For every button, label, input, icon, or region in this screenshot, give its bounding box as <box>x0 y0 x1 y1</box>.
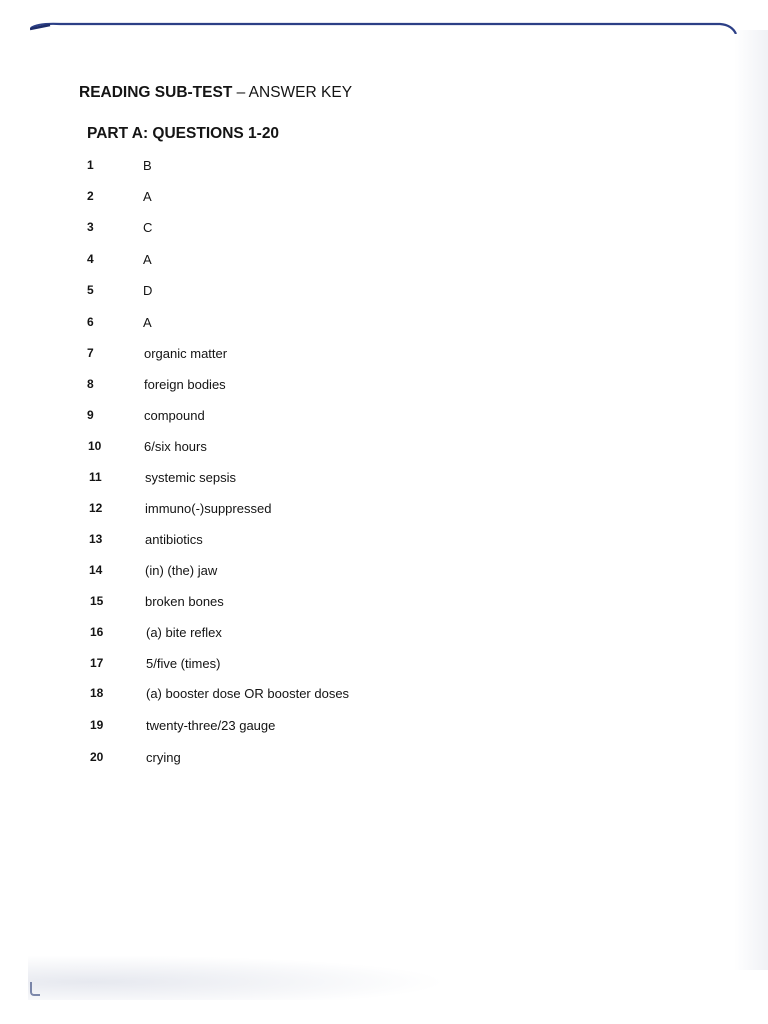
question-number: 8 <box>87 377 94 391</box>
answer-row <box>0 220 768 240</box>
answer-row <box>0 283 768 303</box>
question-number: 9 <box>87 408 94 422</box>
answer-text: 6/six hours <box>144 439 207 454</box>
question-number: 13 <box>89 532 103 546</box>
answer-row <box>0 470 768 490</box>
answer-row <box>0 252 768 272</box>
answer-text: twenty-three/23 gauge <box>146 718 276 733</box>
answer-row <box>0 750 768 770</box>
answer-row <box>0 158 768 178</box>
answer-text: organic matter <box>144 346 228 361</box>
question-number: 7 <box>87 346 94 360</box>
title-answer-key: – ANSWER KEY <box>232 84 353 101</box>
question-number: 11 <box>89 470 102 484</box>
answer-text: systemic sepsis <box>145 470 237 485</box>
question-number: 18 <box>90 686 104 700</box>
answer-row <box>0 718 768 738</box>
answer-text: crying <box>146 750 181 765</box>
answer-row <box>0 346 768 366</box>
question-number: 15 <box>90 594 104 608</box>
answer-text: foreign bodies <box>144 377 226 392</box>
question-number: 17 <box>90 656 104 670</box>
question-number: 6 <box>87 315 94 329</box>
question-number: 10 <box>88 439 102 453</box>
answer-row <box>0 501 768 521</box>
answer-row <box>0 594 768 614</box>
answer-row <box>0 189 768 209</box>
answer-row <box>0 656 768 676</box>
answer-row <box>0 532 768 552</box>
part-heading: PART A: QUESTIONS 1-20 <box>87 125 280 142</box>
question-number: 12 <box>89 501 103 515</box>
answer-row <box>0 439 768 459</box>
question-number: 16 <box>90 625 104 639</box>
title-subtest: READING SUB-TEST <box>79 84 233 101</box>
answer-row <box>0 315 768 335</box>
answer-text: antibiotics <box>145 532 203 547</box>
question-number: 3 <box>87 220 94 234</box>
answer-text: D <box>143 283 153 298</box>
answer-text: B <box>143 158 152 173</box>
answer-text: (in) (the) jaw <box>145 563 218 578</box>
answer-row <box>0 408 768 428</box>
answer-text: A <box>143 315 152 330</box>
answer-row <box>0 686 768 706</box>
question-number: 4 <box>87 252 94 266</box>
answer-text: immuno(-)suppressed <box>145 501 272 516</box>
answer-text: A <box>143 252 152 267</box>
answer-text: (a) booster dose OR booster doses <box>146 686 350 701</box>
question-number: 20 <box>90 750 104 764</box>
answer-text: 5/five (times) <box>146 656 221 671</box>
question-number: 2 <box>87 189 94 203</box>
answer-text: C <box>143 220 153 235</box>
question-number: 1 <box>87 158 94 172</box>
answer-row <box>0 563 768 583</box>
question-number: 19 <box>90 718 104 732</box>
answer-row <box>0 625 768 645</box>
answer-text: compound <box>144 408 205 423</box>
answer-row <box>0 377 768 397</box>
answer-text: A <box>143 189 152 204</box>
answer-text: broken bones <box>145 594 224 609</box>
question-number: 5 <box>87 283 94 297</box>
question-number: 14 <box>89 563 103 577</box>
answer-text: (a) bite reflex <box>146 625 222 640</box>
